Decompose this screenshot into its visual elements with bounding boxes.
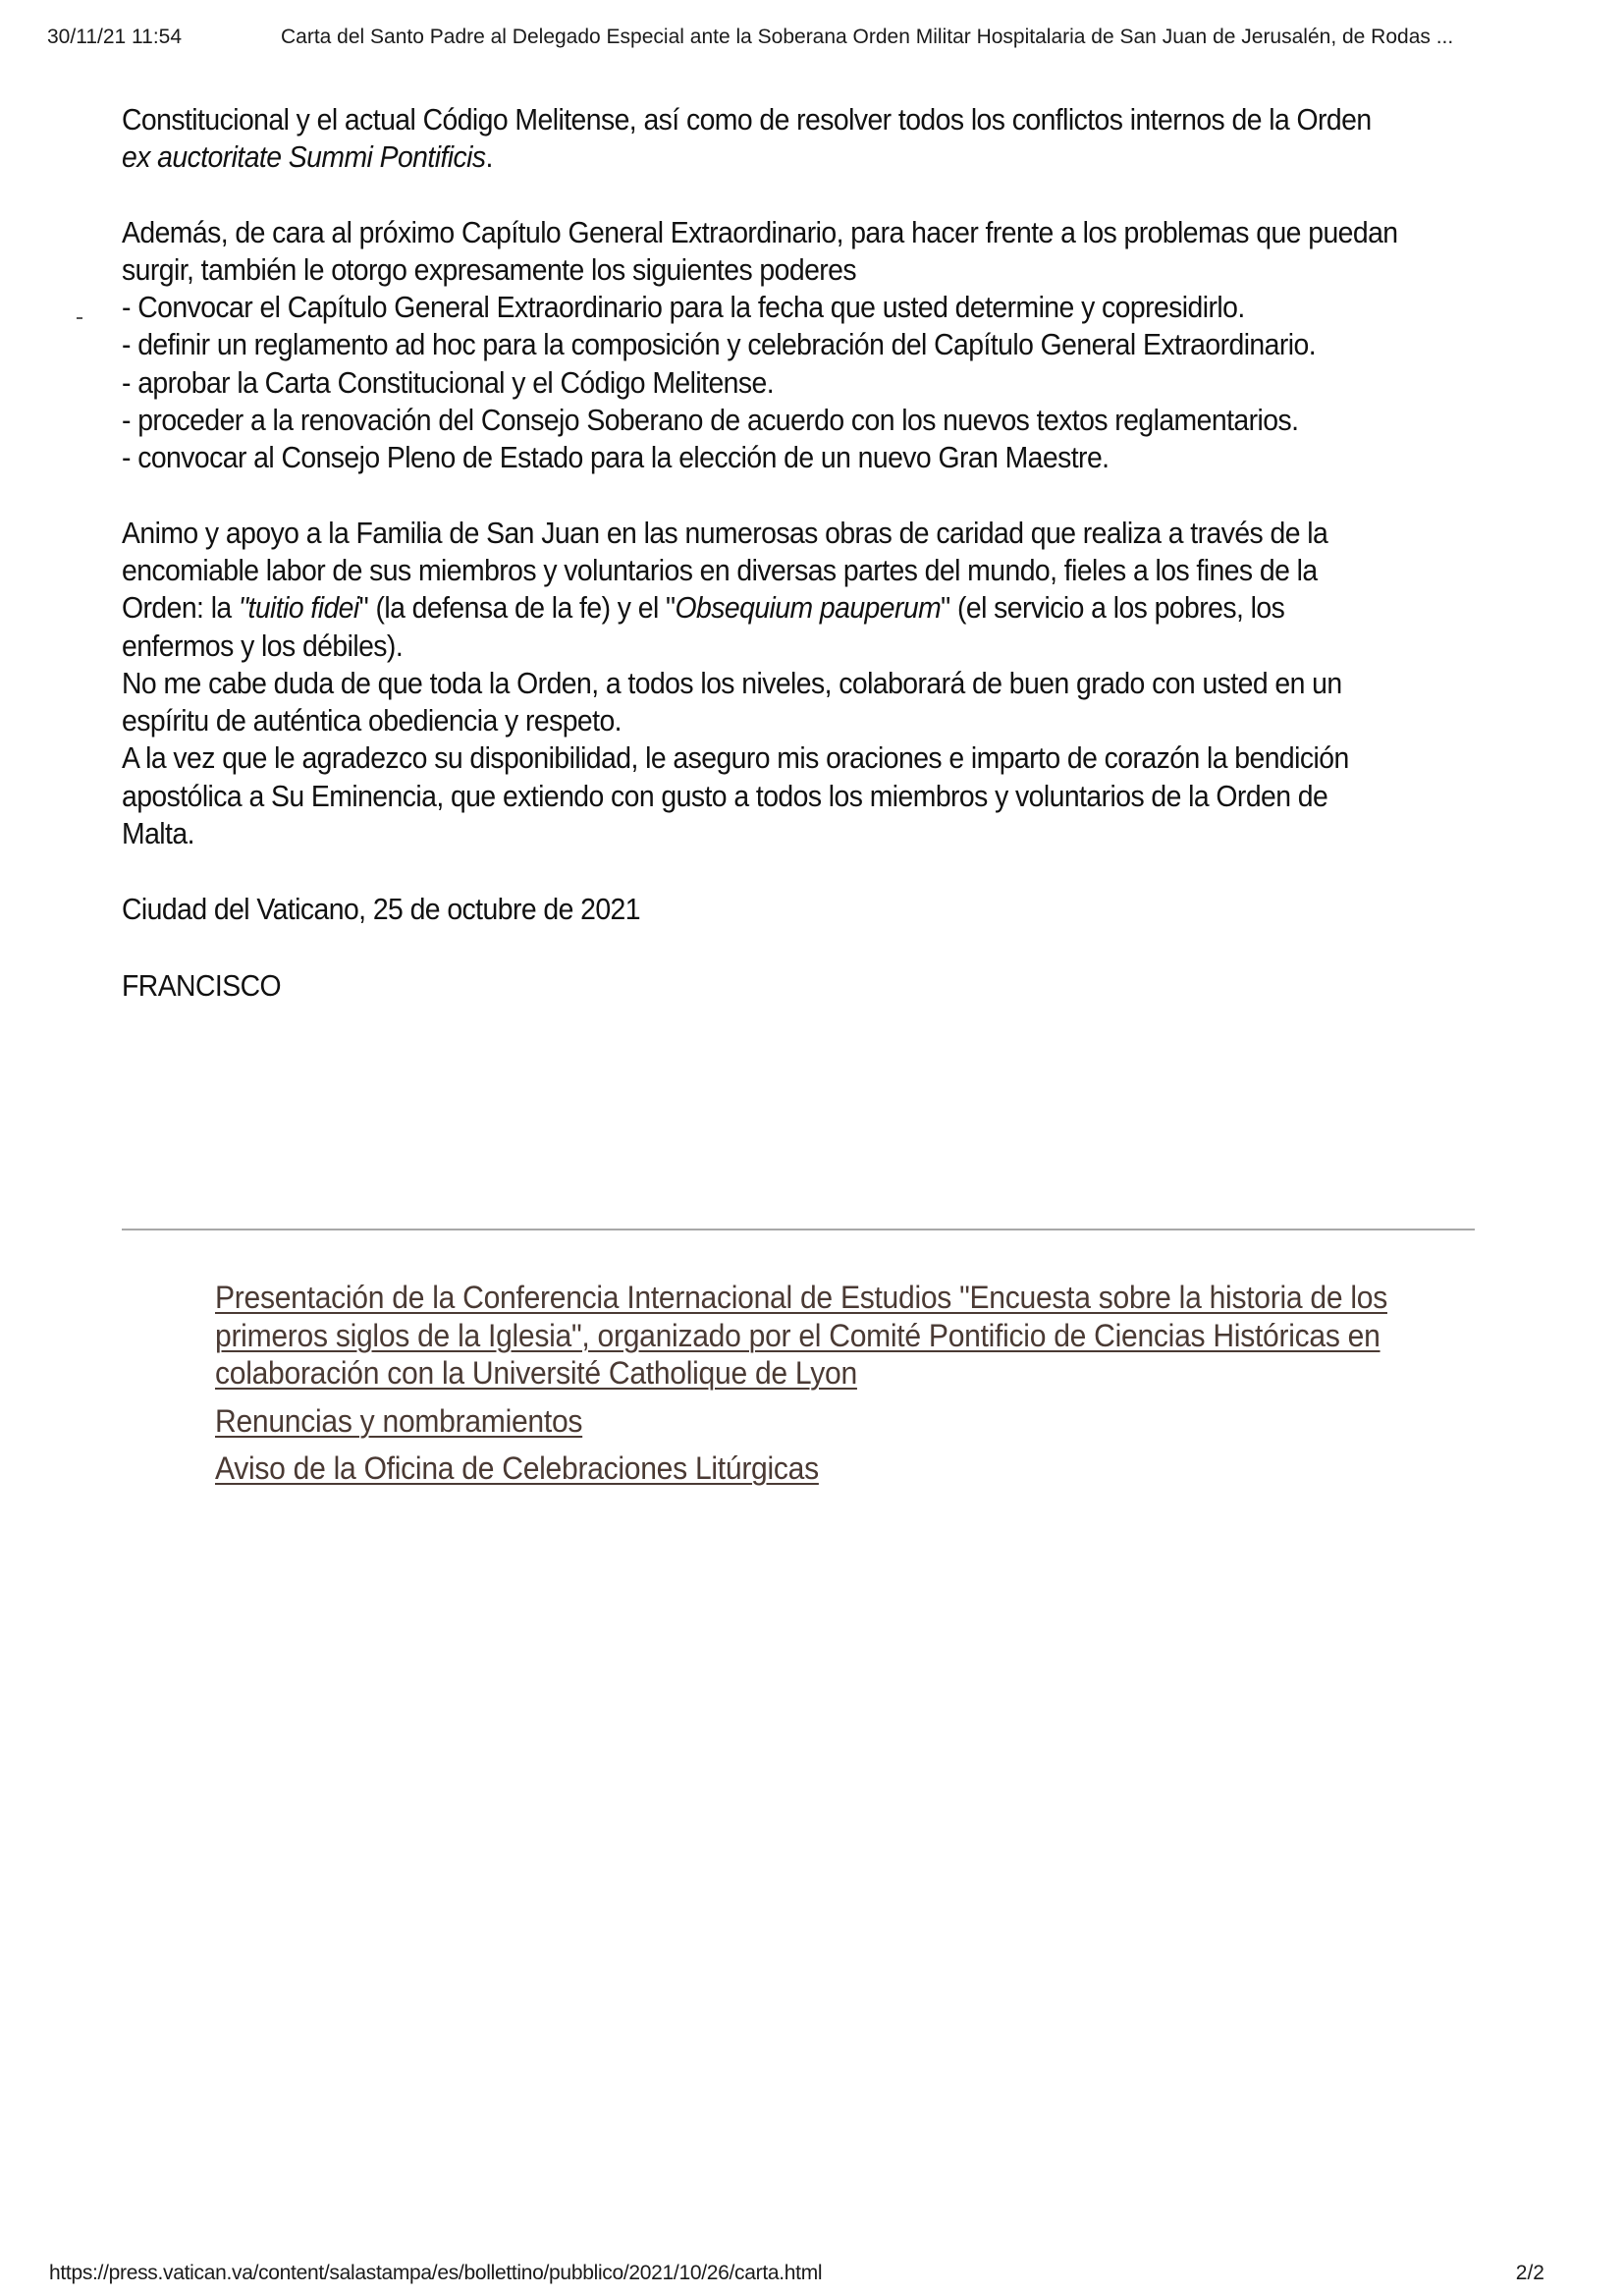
page-number: 2/2 [1515, 2262, 1544, 2284]
spacer [122, 852, 1400, 891]
spacer [122, 929, 1400, 967]
print-url: https://press.vatican.va/content/salastampa/es/bollettino/pubblico/2021/10/26/carta.html [49, 2262, 823, 2284]
power-item: - definir un reglamento ad hoc para la composición y celebración del Capítulo General Extraordinario. [122, 328, 1317, 362]
related-link-aviso[interactable]: Aviso de la Oficina de Celebraciones Litúrgicas [215, 1450, 819, 1486]
letter-body [122, 101, 1400, 1005]
power-item: - convocar al Consejo Pleno de Estado para la elección de un nuevo Gran Maestre. [122, 441, 1110, 475]
power-item: - proceder a la renovación del Consejo Soberano de acuerdo con los nuevos textos reglamentarios. [122, 404, 1299, 438]
latin-phrase: ex auctoritate Summi Pontificis [122, 140, 486, 175]
paragraph-text: No me cabe duda de que toda la Orden, a todos los niveles, colaborará de buen grado con usted en un espíritu de auténtica obediencia y respeto. [122, 666, 1342, 738]
paragraph-powers [122, 214, 1400, 477]
paragraph-text: Además, de cara al próximo Capítulo General Extraordinario, para hacer frente a los problemas que puedan surgir, también le otorgo expresamente los siguientes poderes [122, 215, 1398, 287]
spacer [122, 477, 1400, 515]
scan-artifact [77, 317, 82, 319]
paragraph-closing [122, 515, 1400, 853]
section-divider [122, 1229, 1475, 1230]
signature: FRANCISCO [122, 968, 282, 1003]
latin-phrase: Obsequium pauperum [675, 591, 942, 626]
power-item: - aprobar la Carta Constitucional y el Código Melitense. [122, 365, 775, 400]
related-link-renuncias[interactable]: Renuncias y nombramientos [215, 1402, 583, 1439]
paragraph-text: Animo y apoyo a la Familia de San Juan en las numerosas obras de caridad que realiza a través de la encomiable labor de sus miembros y voluntarios en diversas partes del mundo, fieles a los fines de la Orden: la [122, 516, 1328, 626]
paragraph-text: " (el servicio a los pobres, los enfermos y los débiles). [122, 591, 1285, 663]
print-footer [47, 2262, 1577, 2291]
paragraph-powers-intro-continued [122, 101, 1400, 177]
place-and-date: Ciudad del Vaticano, 25 de octubre de 2021 [122, 893, 640, 927]
related-links [215, 1279, 1415, 1498]
paragraph-text: Constitucional y el actual Código Melitense, así como de resolver todos los conflictos internos de la Orden [122, 103, 1372, 137]
print-timestamp: 30/11/21 11:54 [47, 26, 183, 48]
related-link-conference[interactable]: Presentación de la Conferencia Internacional de Estudios "Encuesta sobre la historia de los primeros siglos de la Iglesia", organizado por el Comité Pontificio de Ciencias Históricas en colaboración con la Université Catholique de Lyon [215, 1280, 1387, 1391]
latin-phrase: "tuitio fidei [238, 591, 359, 626]
paragraph-text: A la vez que le agradezco su disponibilidad, le aseguro mis oraciones e imparto de corazón la bendición apostólica a Su Eminencia, que extiendo con gusto a todos los miembros y voluntarios de la Orden de Malta. [122, 741, 1349, 851]
power-item: - Convocar el Capítulo General Extraordinario para la fecha que usted determine y copresidirlo. [122, 291, 1245, 325]
paragraph-text: " (la defensa de la fe) y el " [358, 591, 676, 626]
spacer [122, 177, 1400, 214]
print-page-title: Carta del Santo Padre al Delegado Especial ante la Soberana Orden Militar Hospitalaria de San Juan de Jerusalén, de Rodas ... [281, 26, 1454, 48]
paragraph-text: . [485, 140, 493, 175]
print-header [47, 26, 1577, 55]
